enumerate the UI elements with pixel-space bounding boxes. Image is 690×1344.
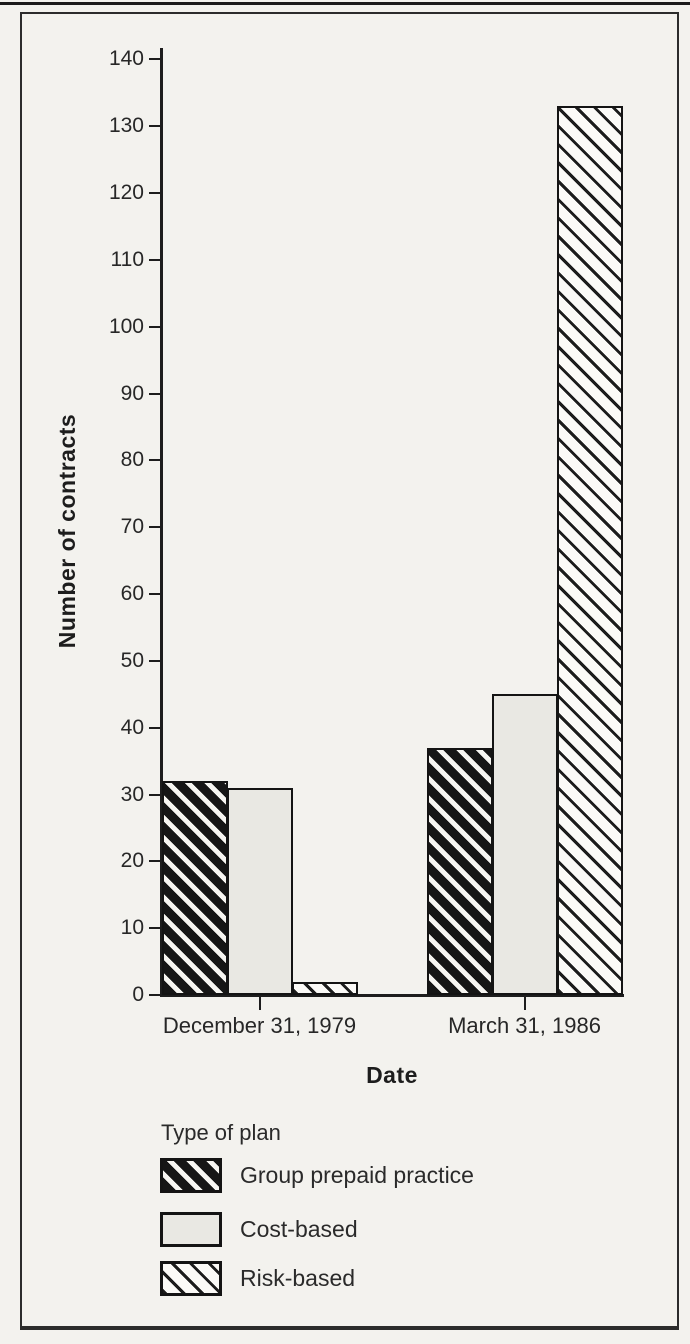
y-axis-title: Number of contracts <box>54 413 80 649</box>
y-tick-120 <box>149 192 161 194</box>
legend-label-group-prepaid-practice: Group prepaid practice <box>240 1162 474 1188</box>
bar-group-prepaid-practice-march-31-1986 <box>427 748 493 995</box>
y-tick-label-20: 20 <box>120 849 144 873</box>
y-tick-20 <box>149 860 161 862</box>
legend-label-cost-based: Cost-based <box>240 1216 358 1242</box>
legend-swatch-risk-based <box>160 1261 222 1296</box>
y-tick-0 <box>149 994 161 996</box>
bar-cost-based-march-31-1986 <box>492 694 558 995</box>
x-tick-label-march-31-1986: March 31, 1986 <box>448 1013 601 1038</box>
y-tick-130 <box>149 125 161 127</box>
y-tick-label-40: 40 <box>120 715 144 739</box>
bar-risk-based-december-31-1979 <box>292 982 358 995</box>
x-tick-label-december-31-1979: December 31, 1979 <box>162 1013 357 1038</box>
y-tick-60 <box>149 593 161 595</box>
y-tick-80 <box>149 459 161 461</box>
y-tick-100 <box>149 326 161 328</box>
legend-swatch-cost-based <box>160 1212 222 1247</box>
y-tick-label-130: 130 <box>108 114 144 138</box>
y-tick-90 <box>149 393 161 395</box>
y-tick-label-80: 80 <box>120 448 144 472</box>
x-tick-december-31-1979 <box>259 997 261 1010</box>
legend-swatch-group-prepaid-practice <box>160 1158 222 1193</box>
y-tick-70 <box>149 526 161 528</box>
x-tick-march-31-1986 <box>524 997 526 1010</box>
y-tick-label-60: 60 <box>120 582 144 606</box>
y-tick-label-120: 120 <box>108 181 144 205</box>
legend-title: Type of plan <box>161 1120 281 1145</box>
y-tick-10 <box>149 927 161 929</box>
y-tick-label-0: 0 <box>132 983 144 1006</box>
y-tick-label-10: 10 <box>120 916 144 940</box>
top-rule <box>0 2 690 5</box>
y-tick-label-100: 100 <box>108 314 144 338</box>
y-tick-30 <box>149 794 161 796</box>
y-tick-140 <box>149 58 161 60</box>
bar-cost-based-december-31-1979 <box>227 788 293 995</box>
bar-risk-based-march-31-1986 <box>557 106 623 995</box>
y-tick-label-70: 70 <box>120 515 144 539</box>
y-tick-label-140: 140 <box>108 47 144 71</box>
y-tick-label-30: 30 <box>120 782 144 806</box>
x-axis-title: Date <box>366 1062 418 1088</box>
y-tick-label-110: 110 <box>110 247 144 271</box>
y-tick-40 <box>149 727 161 729</box>
y-tick-110 <box>149 259 161 261</box>
y-tick-label-90: 90 <box>120 381 144 405</box>
legend-label-risk-based: Risk-based <box>240 1265 356 1291</box>
bar-group-prepaid-practice-december-31-1979 <box>162 781 228 995</box>
y-tick-50 <box>149 660 161 662</box>
y-tick-label-50: 50 <box>120 648 144 672</box>
